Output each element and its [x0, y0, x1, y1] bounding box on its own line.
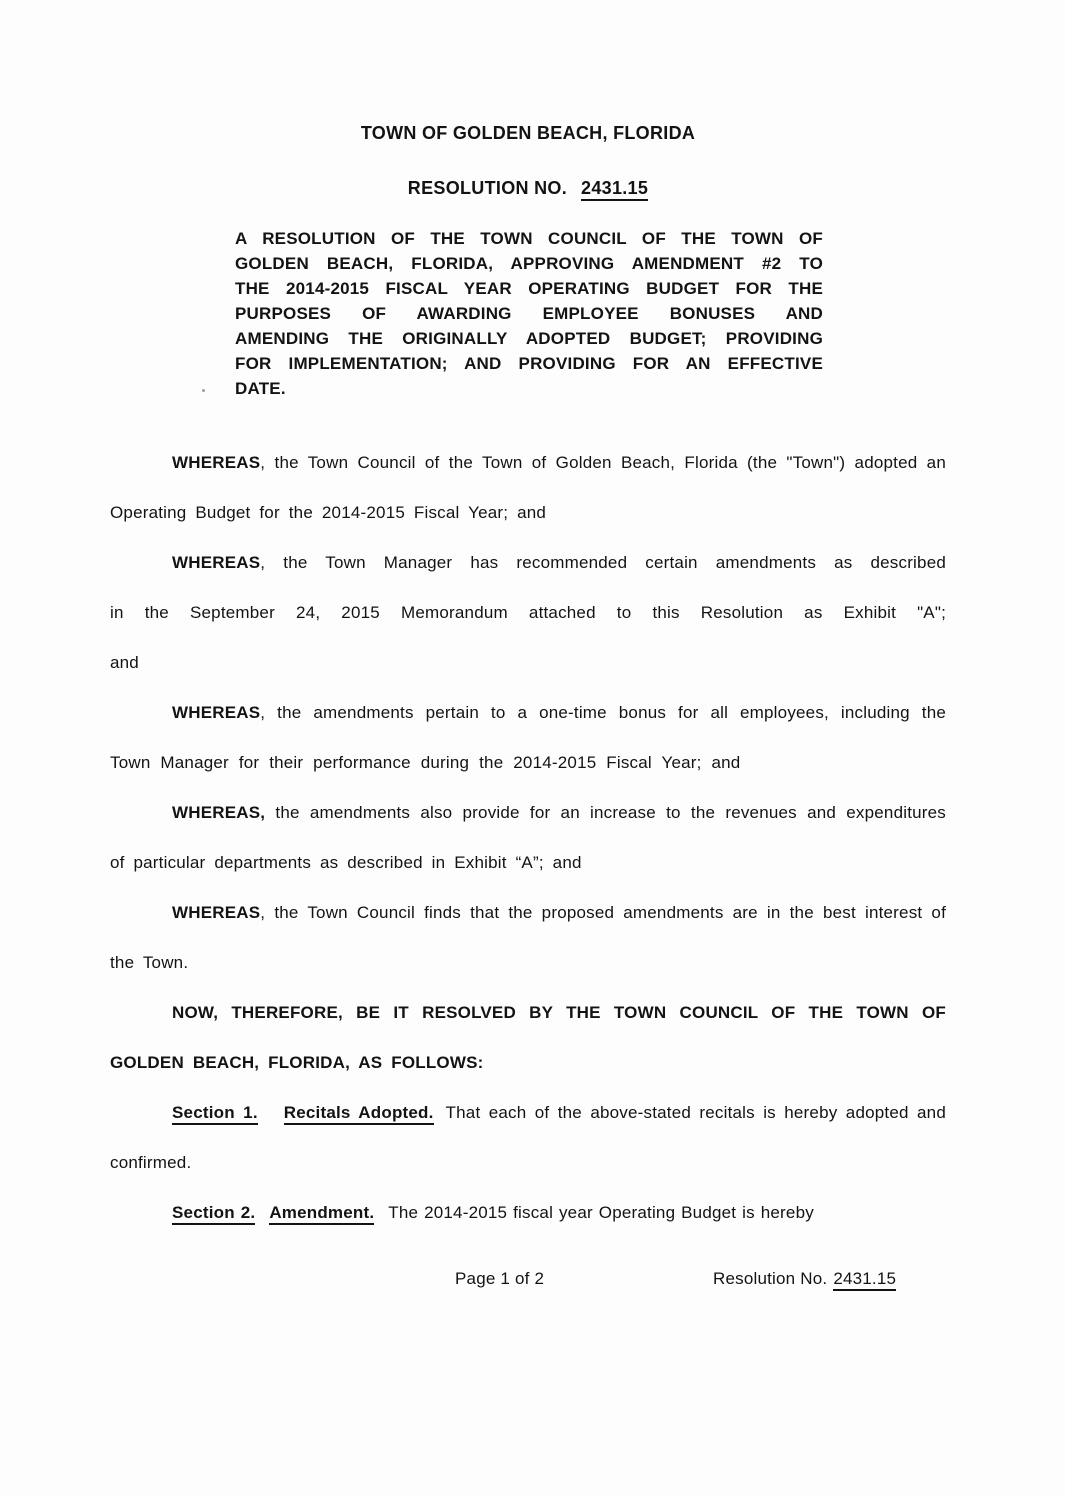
- page-number: Page 1 of 2: [455, 1269, 545, 1288]
- whereas-paragraph-4: [110, 788, 946, 888]
- footer-resolution-value: 2431.15: [833, 1269, 896, 1291]
- document-content: [110, 0, 946, 1496]
- paragraph-text: , the amendments pertain to a one-time bonus for all employees, including the Town Manager for their performance during the 2014-2015 Fiscal Year; and: [110, 703, 946, 772]
- resolution-number-line: [110, 176, 946, 200]
- section-heading: Amendment.: [269, 1203, 374, 1225]
- whereas-keyword: WHEREAS: [172, 553, 261, 572]
- whereas-keyword: WHEREAS: [172, 453, 261, 472]
- resolved-clause: NOW, THEREFORE, BE IT RESOLVED BY THE TOWN COUNCIL OF THE TOWN OF GOLDEN BEACH, FLORIDA, AS FOLLOWS:: [110, 1003, 946, 1072]
- section-number: Section 1.: [172, 1103, 258, 1125]
- whereas-paragraph-1: [110, 438, 946, 538]
- section-number: Section 2.: [172, 1203, 255, 1225]
- whereas-paragraph-3: [110, 688, 946, 788]
- section-2-paragraph: [110, 1188, 946, 1238]
- document-title: TOWN OF GOLDEN BEACH, FLORIDA: [360, 123, 696, 143]
- paragraph-text: , the Town Council of the Town of Golden Beach, Florida (the "Town") adopted an Operating Budget for the 2014-2015 Fiscal Year; and: [110, 453, 946, 522]
- resolution-caption: A RESOLUTION OF THE TOWN COUNCIL OF THE TOWN OF GOLDEN BEACH, FLORIDA, APPROVING AMENDMENT #2 TO THE 2014-2015 FISCAL YEAR OPERATING BUDGET FOR THE PURPOSES OF AWARDING EMPLOYEE BONUSES AND AMENDING THE ORIGINALLY ADOPTED BUDGET; PROVIDING FOR IMPLEMENTATION; AND PROVIDING FOR AN EFFECTIVE DATE.: [235, 229, 823, 398]
- document-header: [110, 121, 946, 200]
- section-heading: Recitals Adopted.: [284, 1103, 434, 1125]
- whereas-paragraph-5: [110, 888, 946, 988]
- resolution-number: 2431.15: [581, 178, 648, 201]
- whereas-paragraph-2: [110, 538, 946, 688]
- paragraph-text: the amendments also provide for an increase to the revenues and expenditures of particular departments as described in Exhibit “A”; and: [110, 803, 946, 872]
- scan-artifact-dot: [202, 389, 205, 392]
- resolution-label: RESOLUTION NO.: [407, 178, 568, 198]
- footer-resolution-label: Resolution No.: [713, 1269, 828, 1288]
- footer-resolution-number: [713, 1266, 896, 1292]
- paragraph-text: , the Town Manager has recommended certain amendments as described in the September 24, 2015 Memorandum attached to this Resolution as Exhibit "A"; and: [110, 553, 946, 672]
- paragraph-text: That each of the above-stated recitals is hereby adopted and confirmed.: [110, 1103, 946, 1172]
- whereas-keyword: WHEREAS: [172, 703, 261, 722]
- whereas-keyword: WHEREAS: [172, 903, 261, 922]
- paragraph-text: , the Town Council finds that the proposed amendments are in the best interest of the Town.: [110, 903, 946, 972]
- whereas-keyword: WHEREAS,: [172, 803, 266, 822]
- section-1-paragraph: [110, 1088, 946, 1188]
- paragraph-text: The 2014-2015 fiscal year Operating Budget is hereby: [388, 1203, 814, 1222]
